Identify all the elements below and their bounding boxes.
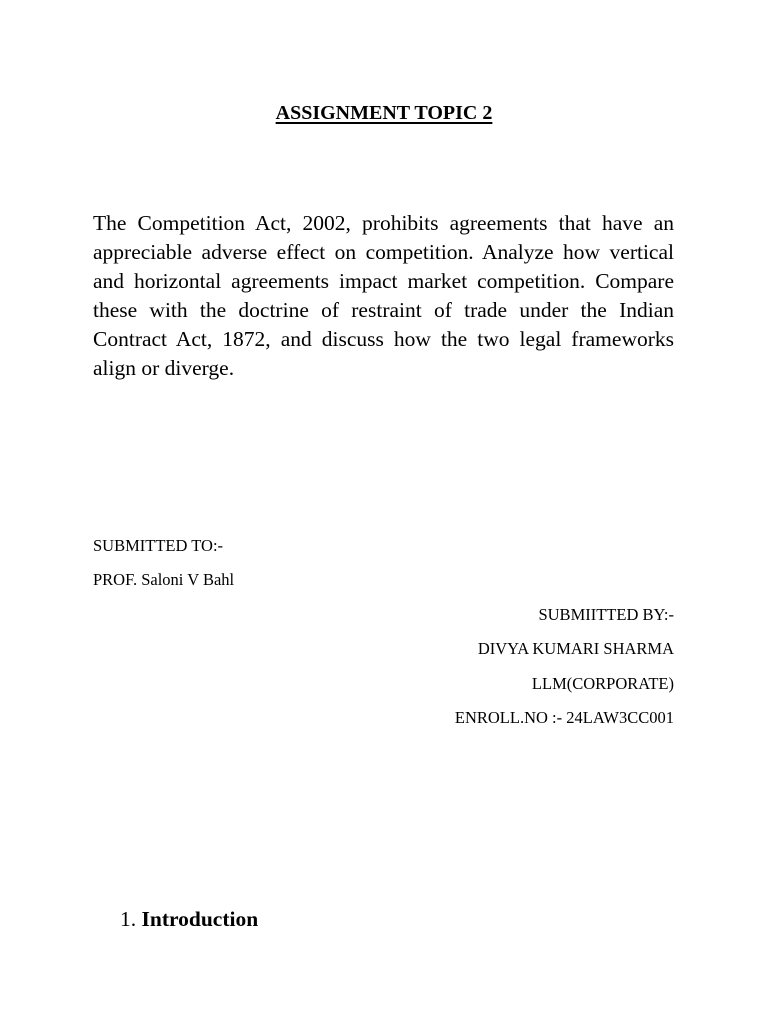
- submitted-to-label: SUBMITTED TO:-: [93, 536, 224, 555]
- assignment-question: The Competition Act, 2002, prohibits agreements that have an appreciable adverse effect on competition. Analyze how vertical and horizontal agreements impact market competition. Compare these with the doctrine of restraint of trade under the Indian Contract Act, 1872, and discuss how the two legal frameworks align or diverge.: [93, 211, 674, 381]
- section-number: 1.: [120, 907, 142, 931]
- section-heading-text: Introduction: [141, 907, 259, 931]
- submitted-to-name: PROF. Saloni V Bahl: [93, 570, 235, 589]
- submitted-by-course: LLM(CORPORATE): [531, 674, 674, 693]
- section-heading: [120, 904, 258, 934]
- submitted-by-name: DIVYA KUMARI SHARMA: [477, 639, 674, 658]
- submitted-by-enrollment: ENROLL.NO :- 24LAW3CC001: [454, 708, 674, 727]
- assignment-title: ASSIGNMENT TOPIC 2: [275, 102, 493, 124]
- submitted-by-label: SUBMIITTED BY:-: [538, 605, 674, 624]
